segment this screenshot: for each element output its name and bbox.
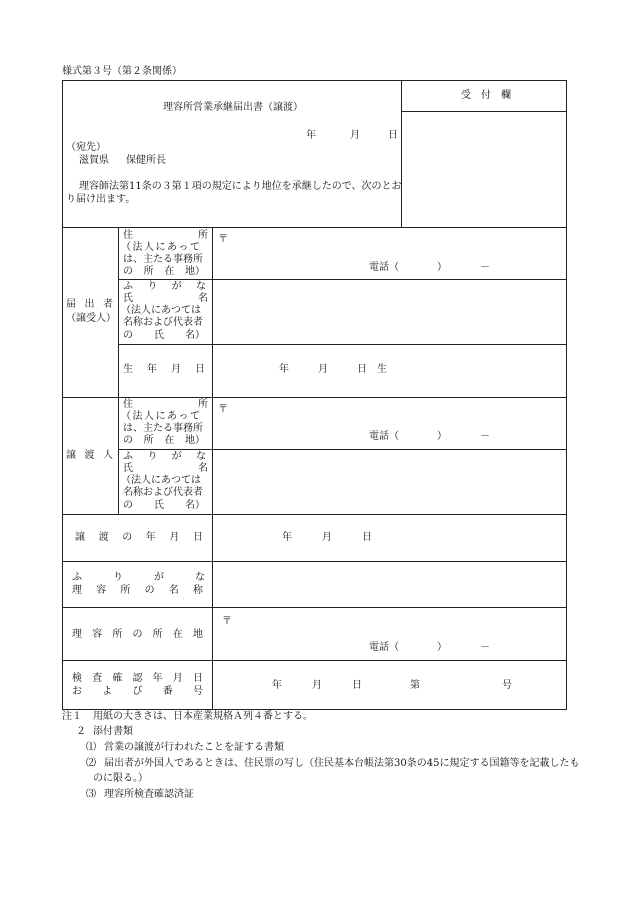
addressee-prefix: （宛先） — [66, 142, 106, 153]
shop-name-label: 理 容 所 の 名 称 — [72, 585, 203, 596]
statement-line2: り届け出ます。 — [66, 194, 136, 205]
reception-label: 受 付 欄 — [461, 90, 511, 101]
notifier-postal-mark: 〒 — [218, 234, 228, 245]
transferor-heading: 譲 渡 人 — [66, 450, 113, 461]
addressee-pref: 滋賀県 — [79, 155, 109, 166]
form-title: 理容所営業承継届出書（譲渡） — [163, 102, 303, 113]
notifier-sub: （譲受人） — [66, 313, 116, 324]
addressee-chief: 保健所長 — [126, 155, 166, 166]
date-year: 年 — [306, 130, 316, 141]
date-day: 日 — [388, 130, 398, 141]
transfer-date-label: 譲 渡 の 年 月 日 — [75, 532, 203, 543]
shop-name-furigana: ふ り が な — [72, 572, 205, 583]
notifier-birth-label: 生 年 月 日 — [123, 364, 205, 375]
inspection-label-2: お よ び 番 号 — [72, 686, 203, 697]
shop-postal-mark: 〒 — [222, 616, 232, 627]
inspection-label-1: 検 査 確 認 年 月 日 — [72, 673, 203, 684]
statement-line1: 理容師法第11条の３第１項の規定により地位を承継したので、次のとお — [79, 181, 402, 192]
shop-location-label: 理 容 所 の 所 在 地 — [72, 629, 203, 640]
date-month: 月 — [350, 130, 360, 141]
notifier-heading: 届 出 者 — [66, 299, 113, 310]
form-number: 様式第３号（第２条関係） — [62, 66, 182, 77]
transferor-postal-mark: 〒 — [218, 404, 228, 415]
